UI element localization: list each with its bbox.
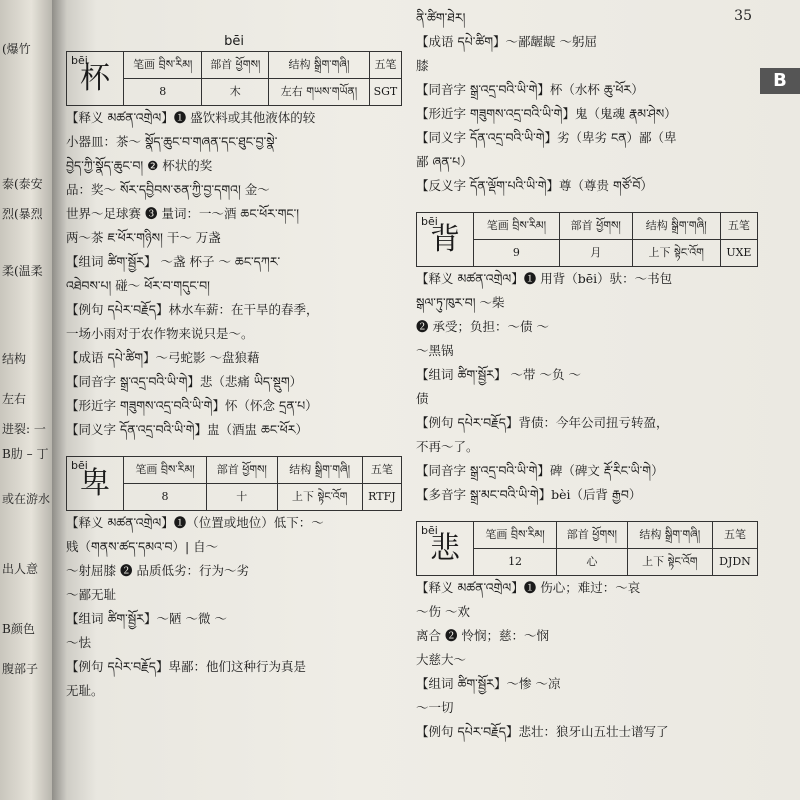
character-pinyin: bēi	[421, 524, 438, 537]
entry-text-line: 品：奖～ སོར་དབྱིབས་ཅན་ཀྱི་བྱ་དགའ། 金～	[66, 182, 270, 197]
table-value-cell: 左右 གཡས་གཡོན།	[269, 79, 370, 106]
right-page	[52, 0, 800, 800]
entry-text-line: 【组词 ཚིག་སྦྱོར】～惨 ～凉	[416, 676, 561, 691]
left-page-fragment: 柔(温柔	[2, 264, 43, 278]
entry-text-line: 【同义字 དོན་འདྲ་བའི་ཡི་གེ】盅（酒盅 ཆང་ཕོར）	[66, 422, 309, 437]
left-page-fragment: (爆竹	[2, 42, 31, 56]
table-value-cell: SGT	[369, 79, 401, 106]
character-cell	[67, 52, 124, 106]
entry-text-line: 【组词 ཚིག་སྦྱོར】 ～盏 杯子 ～ ཆང་དཀར་	[66, 254, 281, 269]
table-header-cell: 五笔	[369, 52, 401, 79]
left-page-edge	[0, 0, 52, 800]
spacer	[416, 198, 758, 208]
table-header-row	[417, 522, 758, 549]
entry-text-line: ～鄙无耻	[66, 587, 117, 602]
table-header-cell: 部首 ཕྱོགས།	[202, 52, 269, 79]
entry-text-line: 【多音字 སྒྲ་མང་བའི་ཡི་གེ】bèi（后背 རྒྱབ）	[416, 487, 642, 502]
entry-text-line: 【成语 དཔེ་ཚིག】～弓蛇影 ～盘狼藉	[66, 350, 260, 365]
table-header-row	[67, 457, 402, 484]
table-header-cell: 结构 སྒྲིག་གཞི།	[627, 522, 712, 549]
entry-text-line: ～黑锅	[416, 343, 454, 358]
table-value-cell: DJDN	[712, 549, 757, 576]
table-header-cell: 五笔	[362, 457, 401, 484]
character-glyph: 悲	[430, 530, 460, 566]
character-cell	[417, 213, 474, 267]
entry-text-line: ནི་ཚིག་ཐེར།	[416, 10, 466, 25]
character-glyph: 背	[430, 221, 460, 257]
table-header-row	[67, 52, 402, 79]
character-info-table	[416, 521, 758, 576]
entry-text-line: 【释义 མཚན་འགྲེལ】❶ 用背（bēi）驮：～书包	[416, 271, 673, 286]
character-cell	[67, 457, 124, 511]
dictionary-entry	[416, 212, 758, 507]
entry-text-line: 两～茶 ཇ་ཕོར་གཉིས། 干～ 万盏	[66, 230, 221, 245]
left-page-fragment: 泰(泰安	[2, 177, 43, 191]
entry-text-line: 【释义 མཚན་འགྲེལ】❶ 盛饮料或其他液体的较	[66, 110, 316, 125]
table-value-cell: 心	[557, 549, 628, 576]
entry-heading	[66, 34, 402, 49]
dictionary-entry	[66, 456, 402, 703]
entry-text-line: འཐེབས་པ། 碰～ ཕོར་བ་གདུང་བ།	[66, 278, 210, 293]
character-pinyin: bēi	[421, 215, 438, 228]
table-value-cell: RTFJ	[362, 484, 401, 511]
character-cell	[417, 522, 474, 576]
table-value-cell: 8	[124, 79, 202, 106]
table-header-cell: 笔画 བྲིས་རིམ།	[474, 213, 560, 240]
entry-text-line: 小器皿：茶～ སྣོད་ཆུང་བ་གཞན་དང་ཐུང་བྱ་སྣེ་	[66, 134, 278, 149]
character-info-table	[66, 51, 402, 106]
entry-text-line: 贱（གནས་ཚད་དམའ་བ）| 自～	[66, 539, 219, 554]
entry-text-line: 鄙 ཞན་པ）	[416, 154, 473, 169]
left-page-fragment: B颜色	[2, 622, 35, 636]
table-header-cell: 部首 ཕྱོགས།	[559, 213, 632, 240]
entry-text-line: 【形近字 གཟུགས་འདྲ་བའི་ཡི་གེ】鬼（鬼魂 རྣམ་ཤེས）	[416, 106, 677, 121]
entry-text-line: 【例句 དཔེར་བརྗོད】林水车薪：在干旱的春季，	[66, 302, 319, 317]
table-value-cell: 十	[207, 484, 277, 511]
page-number: 35	[734, 8, 752, 24]
table-header-cell: 五笔	[712, 522, 757, 549]
table-header-cell: 部首 ཕྱོགས།	[207, 457, 277, 484]
table-value-cell: 12	[474, 549, 557, 576]
table-header-cell: 结构 སྒྲིག་གཞི།	[632, 213, 720, 240]
left-page-fragment: 腹部子	[2, 662, 39, 676]
spacer	[66, 442, 402, 452]
table-header-cell: 笔画 བྲིས་རིམ།	[124, 52, 202, 79]
entry-text-line: 一场小雨对于农作物来说只是～。	[66, 326, 254, 341]
entry-text-line: 【形近字 གཟུགས་འདྲ་བའི་ཡི་གེ】怀（怀念 དྲན་པ）	[66, 398, 318, 413]
entry-text-line: 【释义 མཚན་འགྲེལ】❶ 伤心；难过：～哀	[416, 580, 641, 595]
character-glyph: 杯	[80, 60, 110, 96]
entry-text-line: 债	[416, 391, 429, 406]
character-pinyin: bēi	[71, 459, 88, 472]
entry-text-line: 离合 ❷ 怜悯；慈：～悯	[416, 628, 549, 643]
left-page-fragment: 左右	[2, 392, 27, 406]
entry-text-line: ～怯	[66, 635, 92, 650]
table-header-cell: 结构 སྒྲིག་གཞི།	[277, 457, 362, 484]
left-page-fragment: 结构	[2, 352, 27, 366]
entry-text-line: ～伤 ～欢	[416, 604, 470, 619]
section-tab: B	[760, 68, 800, 94]
entry-text-line: 【同音字 སྒྲ་འདྲ་བའི་ཡི་གེ】碑（碑文 རྡོ་རིང་ཡི་གེ）	[416, 463, 664, 478]
entry-text-line: སྒལ་ཏུ་ཁུར་བ། ～柴	[416, 295, 505, 310]
character-pinyin: bēi	[71, 54, 88, 67]
dictionary-entry	[66, 34, 402, 442]
dictionary-entry	[416, 6, 758, 198]
character-glyph: 卑	[80, 465, 110, 501]
entry-text-line: 【组词 ཚིག་སྦྱོར】～陋 ～微 ～	[66, 611, 227, 626]
entry-text-line: བྱེད་ཀྱི་སྣོད་ཆུང་བ། ❷ 杯状的奖	[66, 158, 213, 173]
entry-text-line: 【同音字 སྒྲ་འདྲ་བའི་ཡི་གེ】杯（水杯 ཆུ་ཕོར）	[416, 82, 644, 97]
table-value-cell: 木	[202, 79, 269, 106]
entry-text-line: ～射屈膝 ❷ 品质低劣：行为～劣	[66, 563, 249, 578]
character-info-table	[416, 212, 758, 267]
left-page-fragment: 或在游水	[2, 492, 51, 506]
entry-text-line: 【成语 དཔེ་ཚིག】～鄙龌龊 ～躬屈	[416, 34, 598, 49]
entry-text-line: ～一切	[416, 700, 454, 715]
entry-text-line: 大慈大～	[416, 652, 467, 667]
entry-text-line: 【释义 མཚན་འགྲེལ】❶（位置或地位）低下：～	[66, 515, 324, 530]
left-page-fragment: 出人意	[2, 562, 39, 576]
entry-text-line: 【组词 ཚིག་སྦྱོར】 ～带 ～负 ～	[416, 367, 581, 382]
table-value-cell: UXE	[720, 240, 757, 267]
entry-text-line: 【同义字 དོན་འདྲ་བའི་ཡི་གེ】劣（卑劣 ངན）鄙（卑	[416, 130, 677, 145]
entry-text-line: 【同音字 སྒྲ་འདྲ་བའི་ཡི་གེ】悲（悲痛 ཡིད་སྡུག）	[66, 374, 303, 389]
entry-text-line: 【例句 དཔེར་བརྗོད】背债：今年公司扭亏转盈，	[416, 415, 669, 430]
character-info-table	[66, 456, 402, 511]
table-header-cell: 笔画 བྲིས་རིམ།	[474, 522, 557, 549]
entry-text-line: 【反义字 དོན་ལྡོག་པའི་ཡི་གེ】尊（尊贵 གཙོ་བོ）	[416, 178, 653, 193]
table-header-cell: 五笔	[720, 213, 757, 240]
table-header-row	[417, 213, 758, 240]
table-value-cell: 上下 སྟེང་འོག	[632, 240, 720, 267]
table-value-cell: 上下 སྟེང་འོག	[277, 484, 362, 511]
heading-pinyin: bēi	[224, 34, 244, 49]
entry-text-line: ❷ 承受；负担：～债 ～	[416, 319, 549, 334]
dictionary-entry	[416, 521, 758, 744]
table-header-cell: 笔画 བྲིས་རིམ།	[124, 457, 207, 484]
entry-text-line: 【例句 དཔེར་བརྗོད】悲壮：狼牙山五壮士谱写了	[416, 724, 669, 739]
spacer	[416, 507, 758, 517]
column-left	[66, 30, 402, 703]
table-header-cell: 部首 ཕྱོགས།	[557, 522, 628, 549]
left-page-fragment: 烈(暴烈	[2, 207, 43, 221]
table-value-cell: 上下 སྟེང་འོག	[627, 549, 712, 576]
entry-text-line: 【例句 དཔེར་བརྗོད】卑鄙：他们这种行为真是	[66, 659, 307, 674]
table-value-cell: 8	[124, 484, 207, 511]
column-right	[416, 2, 758, 744]
entry-text-line: 世界～足球赛 ❸ 量词：一～酒 ཆང་ཕོར་གང་།	[66, 206, 299, 221]
entry-text-line: 无耻。	[66, 683, 104, 698]
table-value-cell: 月	[559, 240, 632, 267]
entry-text-line: 不再～了。	[416, 439, 479, 454]
left-page-fragment: B肋 – 丁	[2, 447, 49, 461]
table-value-cell: 9	[474, 240, 560, 267]
left-page-fragment: 进裂: 一	[2, 422, 46, 436]
table-header-cell: 结构 སྒྲིག་གཞི།	[269, 52, 370, 79]
entry-text-line: 膝	[416, 58, 429, 73]
